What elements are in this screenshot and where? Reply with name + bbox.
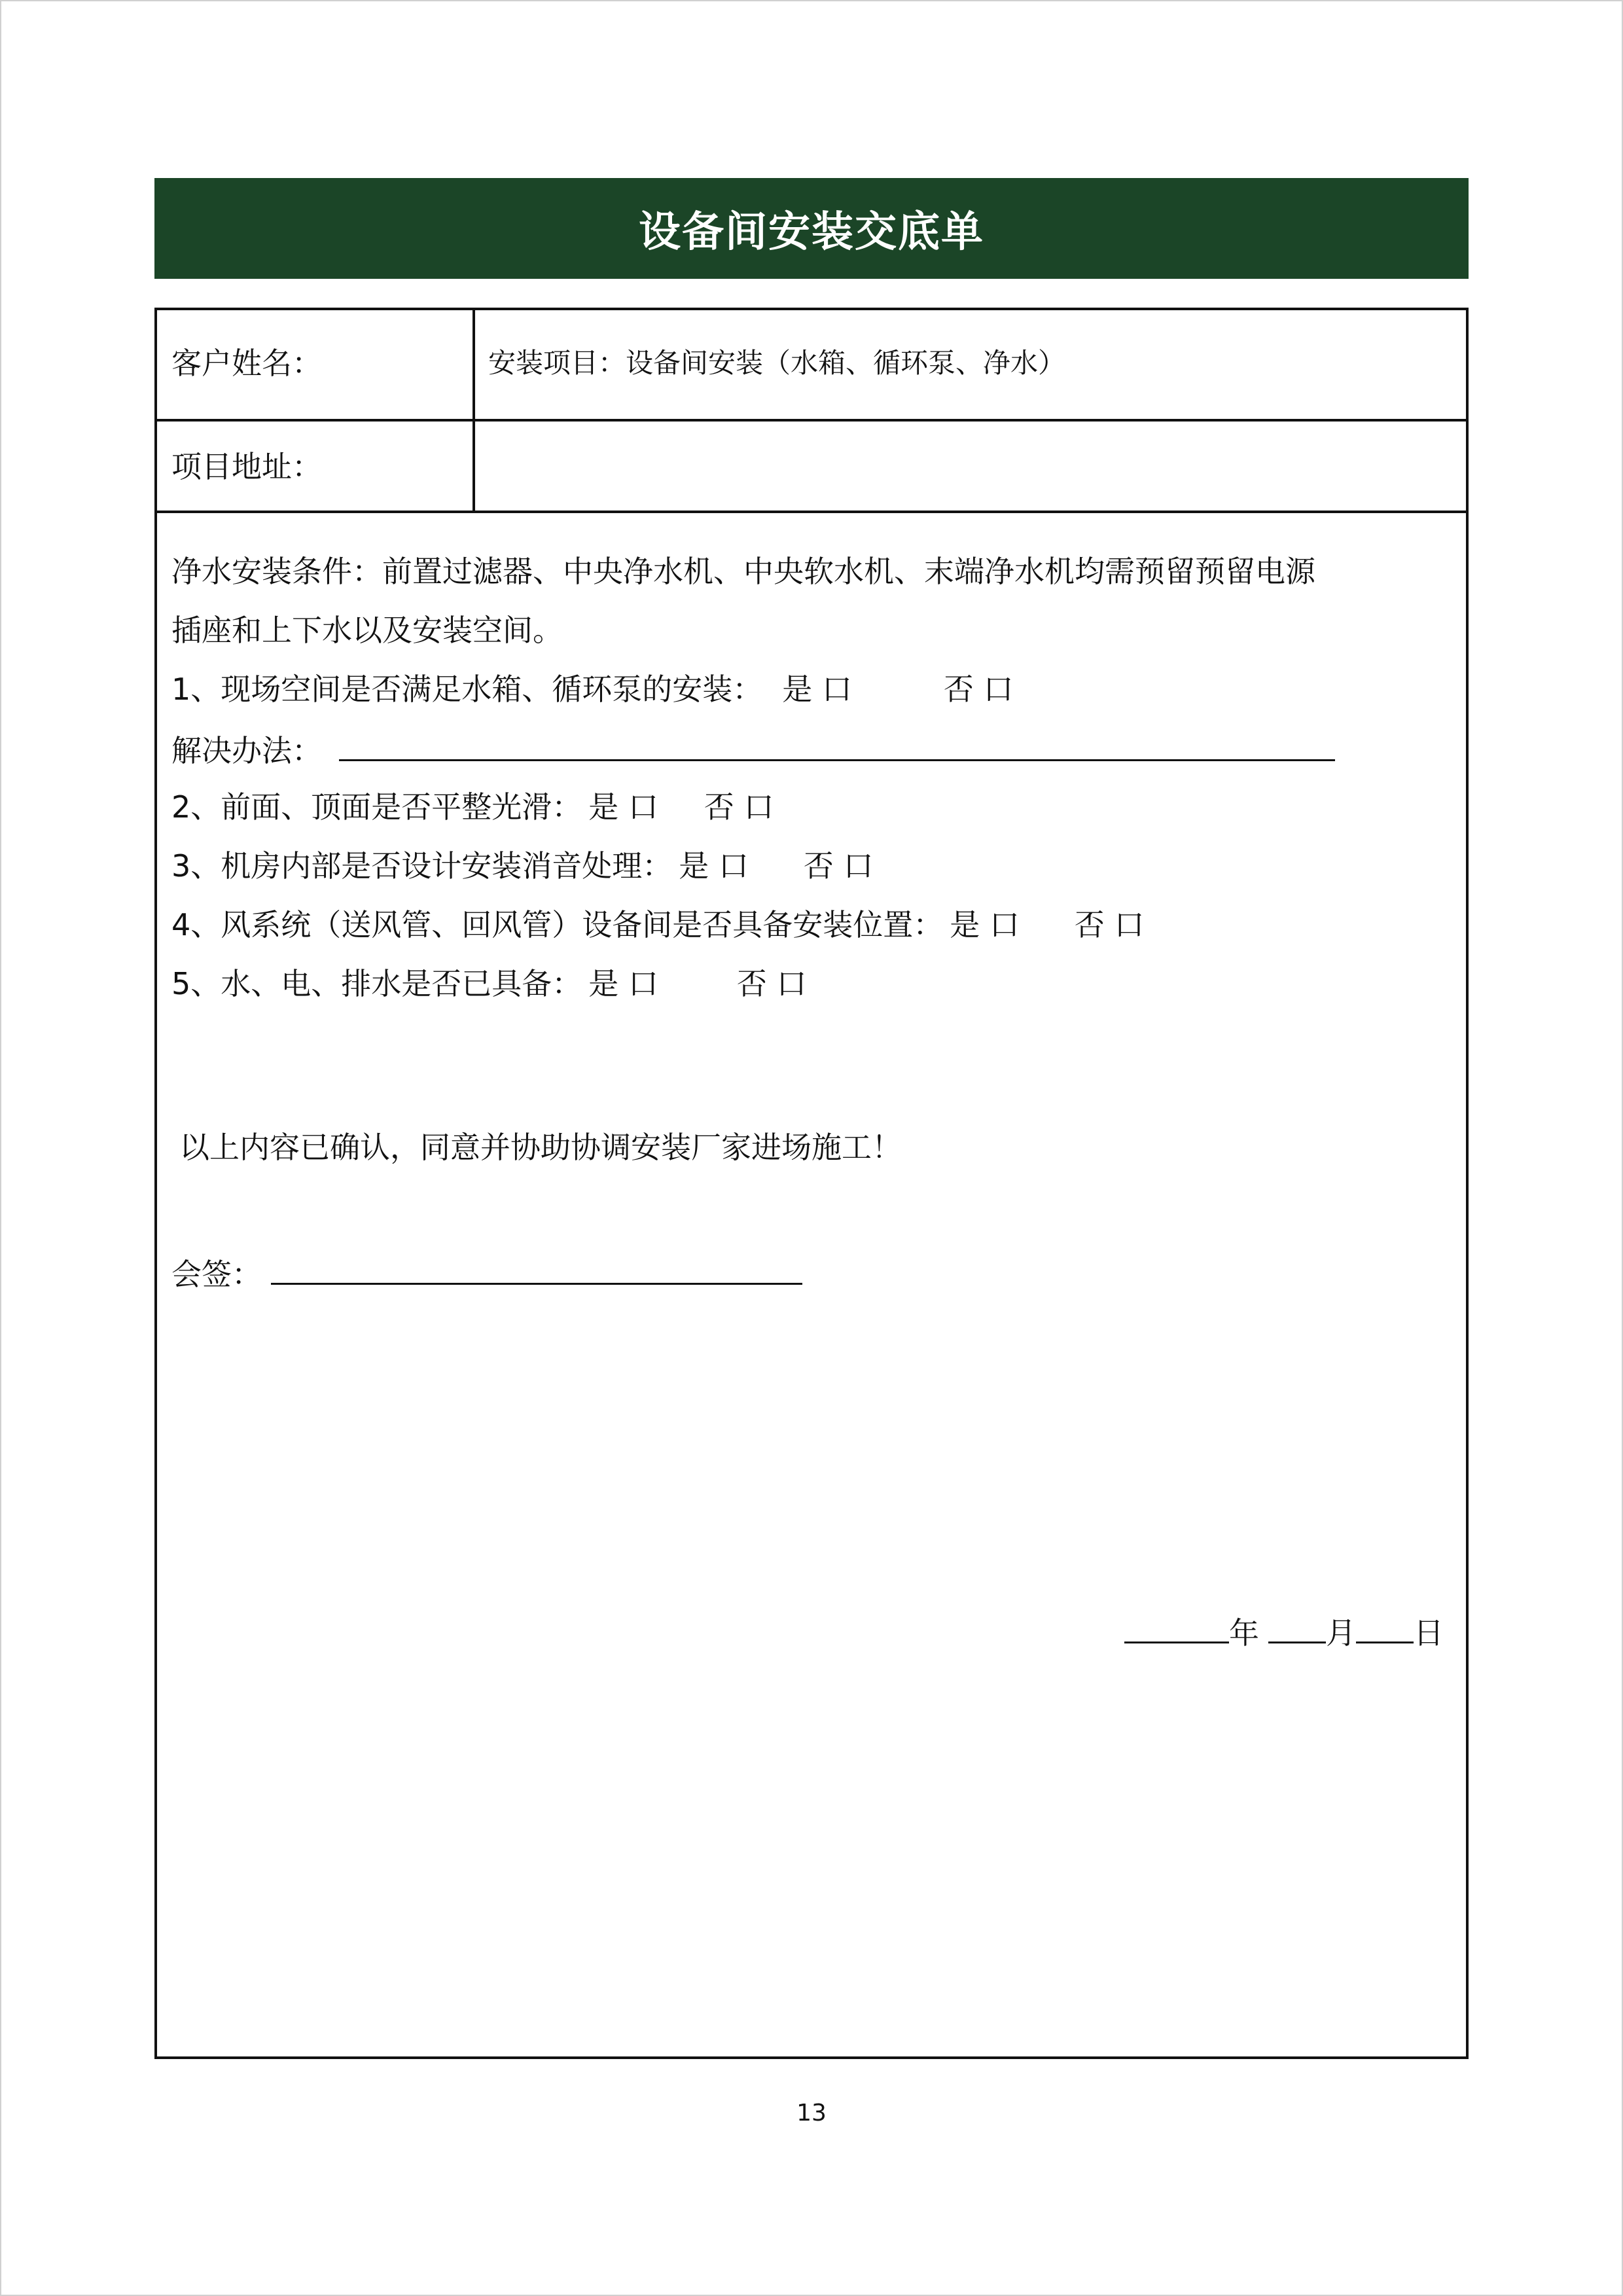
yes-checkbox-5[interactable]: 是 口 <box>588 966 658 1001</box>
checklist-item-1 <box>171 672 1014 707</box>
checklist-question-1: 1、现场空间是否满足水箱、循环泵的安装： <box>171 672 763 707</box>
solution-row <box>171 733 1335 766</box>
no-checkbox-4[interactable]: 否 口 <box>1074 907 1145 942</box>
conditions-line-2: 插座和上下水以及安装空间。 <box>171 613 563 648</box>
row-divider-2 <box>157 511 1466 513</box>
sign-row <box>171 1257 802 1292</box>
checklist-item-5 <box>171 966 807 1001</box>
date-row <box>1124 1615 1444 1651</box>
checklist-question-3: 3、机房内部是否设计安装消音处理： <box>171 848 673 884</box>
project-address-label: 项目地址： <box>171 449 322 484</box>
checklist-question-4: 4、风系统（送风管、回风管）设备间是否具备安装位置： <box>171 907 944 942</box>
sign-label: 会签： <box>171 1257 262 1292</box>
page-title: 设备间安装交底单 <box>639 208 984 257</box>
project-address-field[interactable] <box>475 422 1466 511</box>
yes-checkbox-4[interactable]: 是 口 <box>950 907 1020 942</box>
yes-checkbox-2[interactable]: 是 口 <box>588 789 658 825</box>
no-checkbox-1[interactable]: 否 口 <box>943 672 1014 707</box>
day-input-line[interactable] <box>1356 1615 1414 1643</box>
checklist-item-4 <box>171 907 1145 942</box>
page-number: 13 <box>796 2100 827 2126</box>
yes-checkbox-3[interactable]: 是 口 <box>679 848 749 884</box>
no-checkbox-5[interactable]: 否 口 <box>736 966 807 1001</box>
install-item-label: 安装项目：设备间安装（水箱、循环泵、净水） <box>488 347 1066 379</box>
title-banner <box>154 178 1469 279</box>
confirmation-statement: 以上内容已确认，同意并协助协调安装厂家进场施工！ <box>179 1130 902 1165</box>
year-input-line[interactable] <box>1124 1615 1229 1643</box>
month-label: 月 <box>1326 1615 1356 1651</box>
checklist-item-3 <box>171 848 874 884</box>
no-checkbox-2[interactable]: 否 口 <box>704 789 774 825</box>
year-label: 年 <box>1229 1615 1259 1651</box>
conditions-line-1: 净水安装条件：前置过滤器、中央净水机、中央软水机、末端净水机均需预留预留电源 <box>171 554 1315 589</box>
checklist-question-2: 2、前面、顶面是否平整光滑： <box>171 789 582 825</box>
no-checkbox-3[interactable]: 否 口 <box>803 848 874 884</box>
customer-name-label: 客户姓名： <box>171 346 322 381</box>
checklist-item-2 <box>171 789 774 825</box>
solution-input-line[interactable] <box>339 733 1335 761</box>
month-input-line[interactable] <box>1268 1615 1326 1643</box>
checklist-question-5: 5、水、电、排水是否已具备： <box>171 966 582 1001</box>
solution-label: 解决办法： <box>171 733 322 768</box>
sign-input-line[interactable] <box>271 1257 802 1285</box>
yes-checkbox-1[interactable]: 是 口 <box>782 672 852 707</box>
day-label: 日 <box>1414 1615 1444 1651</box>
handover-form <box>154 308 1469 2059</box>
